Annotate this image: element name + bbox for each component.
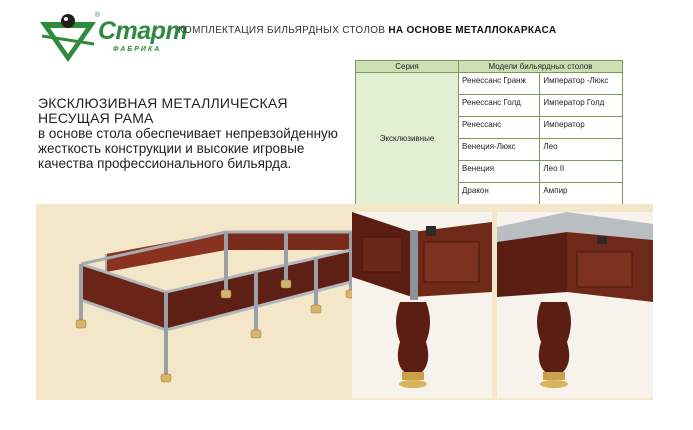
billiard-cue-icon (38, 14, 100, 66)
model-cell: Ренессанс Гранж (459, 73, 540, 95)
model-cell: Венеция-Люкс (459, 139, 540, 161)
header-prefix: КОМПЛЕКТАЦИЯ БИЛЬЯРДНЫХ СТОЛОВ (178, 25, 389, 36)
model-cell: Ампир (540, 183, 623, 205)
description-block (38, 96, 348, 171)
series-exclusive: Эксклюзивные (356, 73, 459, 205)
model-cell: Лео II (540, 161, 623, 183)
model-cell: Император -Люкс (540, 73, 623, 95)
table-header-row (356, 61, 623, 73)
model-cell: Император (540, 117, 623, 139)
models-table (355, 60, 623, 227)
model-cell: Ренессанс (459, 117, 540, 139)
header-emphasis: НА ОСНОВЕ МЕТАЛЛОКАРКАСА (388, 25, 557, 36)
brand-name: Старт (98, 17, 188, 45)
model-cell: Лео (540, 139, 623, 161)
photo-table-corner (352, 212, 492, 398)
col-models-header: Модели бильярдных столов (459, 61, 623, 73)
col-series-header: Серия (356, 61, 459, 73)
table-row (356, 73, 623, 95)
headline-title: ЭКСКЛЮЗИВНАЯ МЕТАЛЛИЧЕСКАЯ НЕСУЩАЯ РАМА (38, 95, 288, 126)
photo-table-edge (497, 212, 653, 398)
model-cell: Ренессанс Голд (459, 95, 540, 117)
model-cell: Дракон (459, 183, 540, 205)
model-cell: Император Голд (540, 95, 623, 117)
metal-frame-illustration (66, 212, 366, 402)
table-corner-image (352, 212, 492, 398)
brand-subtitle: ФАБРИКА (113, 46, 162, 53)
table-edge-image (497, 212, 653, 398)
page-header (178, 25, 556, 36)
headline-body: в основе стола обеспечивает непревзойденную жесткость конструкции и высокие игровые качества профессионального бильярда. (38, 126, 338, 171)
model-cell: Венеция (459, 161, 540, 183)
registered-mark: ® (95, 12, 101, 19)
